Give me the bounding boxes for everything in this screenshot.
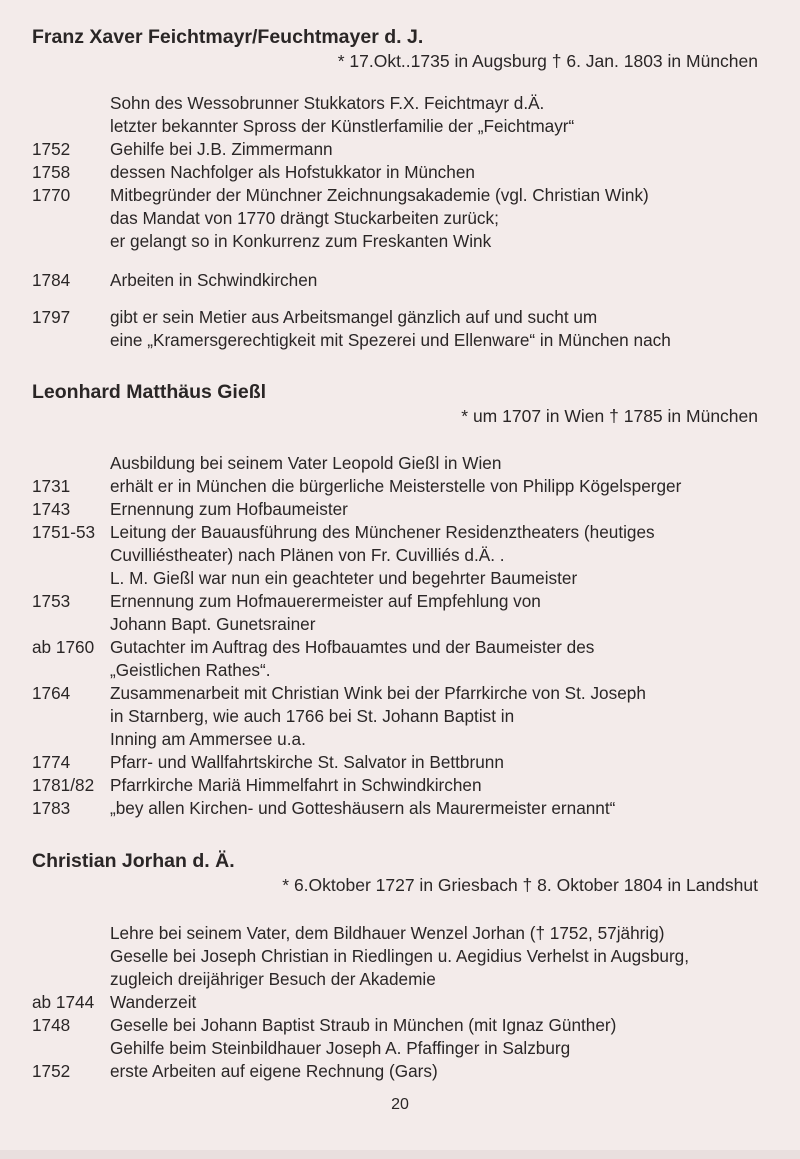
entry-row [0,922,800,945]
entry-text: zugleich dreijähriger Besuch der Akademie [110,969,436,989]
entry-row [0,184,800,207]
entry-text: er gelangt so in Konkurrenz zum Freskanten Wink [110,231,492,251]
entry-text: Wanderzeit [110,992,197,1012]
life-dates: * um 1707 in Wien † 1785 in München [461,406,758,426]
entry-text: Pfarrkirche Mariä Himmelfahrt in Schwindkirchen [110,775,482,795]
entry-row [0,521,800,544]
page-number: 20 [391,1096,409,1113]
entry-text: gibt er sein Metier aus Arbeitsmangel gänzlich auf und sucht um [110,307,598,327]
entry-year: 1753 [32,591,71,611]
entry-year: ab 1760 [32,637,95,657]
entry-year: 1770 [32,185,71,205]
entry-text: eine „Kramersgerechtigkeit mit Spezerei und Ellenware“ in München nach [110,330,671,350]
entry-row [0,544,800,567]
entry-text: Lehre bei seinem Vater, dem Bildhauer Wenzel Jorhan († 1752, 57jährig) [110,923,665,943]
entry-year: 1748 [32,1015,71,1035]
entry-text: Sohn des Wessobrunner Stukkators F.X. Feichtmayr d.Ä. [110,93,545,113]
entry-row [0,329,800,352]
entry-row [0,991,800,1014]
entry-text: letzter bekannter Spross der Künstlerfamilie der „Feichtmayr“ [110,116,575,136]
entry-row [0,452,800,475]
section-heading: Leonhard Matthäus Gießl [32,381,267,403]
entry-row [0,659,800,682]
entry-text: Gutachter im Auftrag des Hofbauamtes und der Baumeister des [110,637,595,657]
entry-text: Johann Bapt. Gunetsrainer [110,614,316,634]
entry-row [0,269,800,292]
entry-text: in Starnberg, wie auch 1766 bei St. Johann Baptist in [110,706,515,726]
entry-row [0,613,800,636]
entry-text: Ausbildung bei seinem Vater Leopold Gießl in Wien [110,453,502,473]
entry-row [0,1014,800,1037]
entry-row [0,682,800,705]
entry-text: Mitbegründer der Münchner Zeichnungsakademie (vgl. Christian Wink) [110,185,649,205]
entry-text: Inning am Ammersee u.a. [110,729,306,749]
section-heading: Christian Jorhan d. Ä. [32,850,235,872]
entry-row [0,207,800,230]
entry-text: Arbeiten in Schwindkirchen [110,270,318,290]
entry-year: 1797 [32,307,71,327]
entry-row [0,498,800,521]
entry-text: Ernennung zum Hofbaumeister [110,499,348,519]
entry-text: Gehilfe bei J.B. Zimmermann [110,139,333,159]
page-edge [0,1150,800,1159]
entry-text: „bey allen Kirchen- und Gotteshäusern als Maurermeister ernannt“ [110,798,616,818]
entry-text: Cuvilliéstheater) nach Plänen von Fr. Cuvilliés d.Ä. . [110,545,505,565]
entry-text: L. M. Gießl war nun ein geachteter und begehrter Baumeister [110,568,578,588]
entry-row [0,161,800,184]
entry-row [0,475,800,498]
entry-row [0,751,800,774]
entry-year: 1764 [32,683,71,703]
entry-year: 1758 [32,162,71,182]
entry-row [0,968,800,991]
entry-row [0,590,800,613]
entry-text: „Geistlichen Rathes“. [110,660,271,680]
entry-row [0,774,800,797]
entry-row [0,636,800,659]
entry-year: ab 1744 [32,992,95,1012]
entry-row [0,567,800,590]
entry-text: Leitung der Bauausführung des Münchener Residenztheaters (heutiges [110,522,655,542]
entry-text: Ernennung zum Hofmauerermeister auf Empfehlung von [110,591,541,611]
entry-text: erste Arbeiten auf eigene Rechnung (Gars) [110,1061,438,1081]
entry-year: 1781/82 [32,775,95,795]
entry-row [0,115,800,138]
entry-year: 1774 [32,752,71,772]
entry-row [0,705,800,728]
life-dates: * 6.Oktober 1727 in Griesbach † 8. Oktober 1804 in Landshut [282,875,758,895]
entry-text: Zusammenarbeit mit Christian Wink bei der Pfarrkirche von St. Joseph [110,683,646,703]
entry-row [0,306,800,329]
entry-row [0,138,800,161]
entry-row [0,797,800,820]
entry-row [0,1037,800,1060]
entry-row [0,1060,800,1083]
entry-text: Geselle bei Joseph Christian in Riedlingen u. Aegidius Verhelst in Augsburg, [110,946,690,966]
entry-text: das Mandat von 1770 drängt Stuckarbeiten zurück; [110,208,499,228]
entry-text: Gehilfe beim Steinbildhauer Joseph A. Pfaffinger in Salzburg [110,1038,571,1058]
entry-year: 1783 [32,798,71,818]
entry-year: 1743 [32,499,71,519]
life-dates: * 17.Okt..1735 in Augsburg † 6. Jan. 1803 in München [337,51,758,71]
entry-year: 1731 [32,476,71,496]
entry-row [0,92,800,115]
entry-text: erhält er in München die bürgerliche Meisterstelle von Philipp Kögelsperger [110,476,682,496]
entry-year: 1752 [32,139,71,159]
entry-text: Pfarr- und Wallfahrtskirche St. Salvator in Bettbrunn [110,752,504,772]
entry-text: Geselle bei Johann Baptist Straub in München (mit Ignaz Günther) [110,1015,617,1035]
entry-row [0,230,800,253]
entry-year: 1784 [32,270,71,290]
entry-row [0,945,800,968]
entry-year: 1752 [32,1061,71,1081]
entry-year: 1751-53 [32,522,96,542]
entry-text: dessen Nachfolger als Hofstukkator in München [110,162,475,182]
entry-row [0,728,800,751]
section-heading: Franz Xaver Feichtmayr/Feuchtmayer d. J. [32,26,424,48]
